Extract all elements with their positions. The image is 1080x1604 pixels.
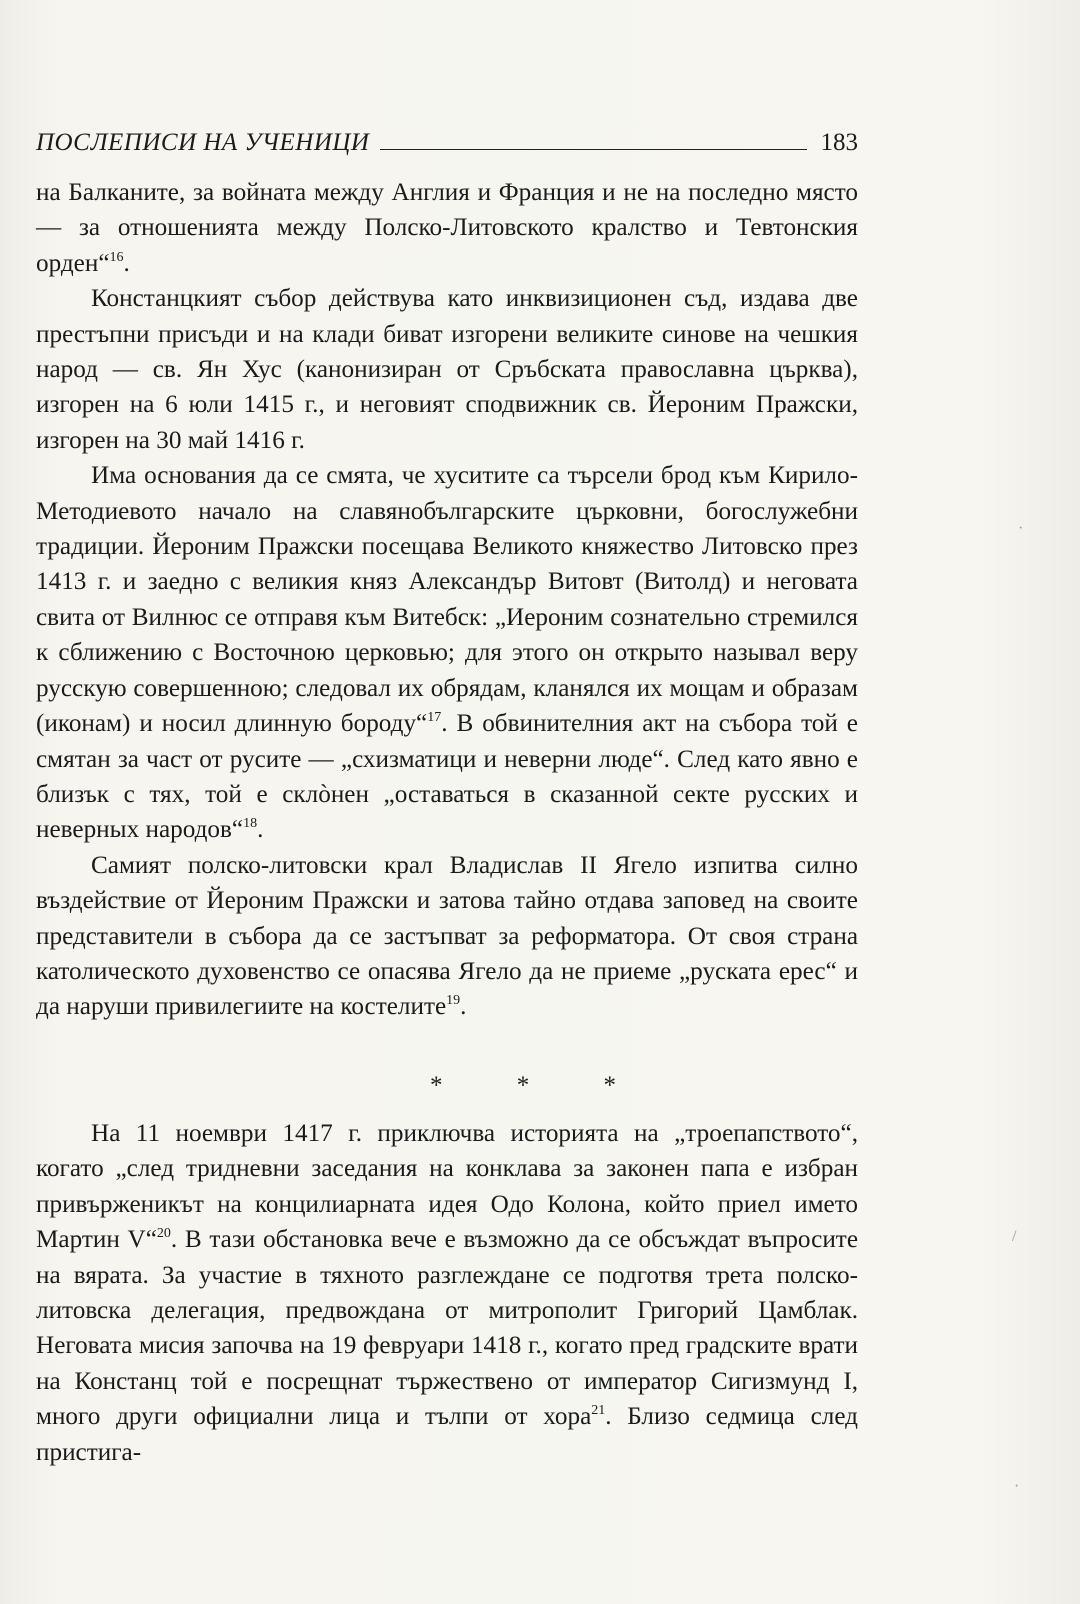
- section-separator: * * *: [430, 1072, 650, 1099]
- scan-speck: ·: [1014, 1478, 1020, 1495]
- text-run: Констанцкият събор действува като инквизиционен съд, издава две престъпни присъди и на клади биват изгорени великите синове на чешкия народ — св. Ян Хус (канонизиран от Сръбската православна църква), изгорен на 6 юли 1415 г., и неговият сподвижник св. Йероним Пражски, изгорен на 30 май 1416 г.: [36, 285, 858, 454]
- footnote-ref-20: 20: [156, 1226, 171, 1242]
- footnote-ref-17: 17: [427, 710, 442, 726]
- body-text: [36, 175, 858, 1025]
- running-title: ПОСЛЕПИСИ НА УЧЕНИЦИ: [36, 129, 370, 156]
- paragraph-1: [36, 175, 858, 281]
- text-run: .: [123, 249, 130, 277]
- scan-speck: /: [1012, 1228, 1017, 1245]
- text-run: . Близо седмица след пристига-: [36, 1403, 858, 1466]
- paragraph-5: [36, 1116, 858, 1470]
- paragraph-2: [36, 281, 858, 458]
- footnote-ref-19: 19: [446, 993, 461, 1009]
- paragraph-3: [36, 458, 858, 847]
- footnote-ref-21: 21: [591, 1403, 606, 1419]
- footnote-ref-16: 16: [109, 249, 124, 265]
- page-number: 183: [820, 129, 858, 156]
- text-run: . В обвинителния акт на събора той е смятан за част от русите — „схизматици и неверни люде“. След като явно е близък с тях, той е склòнен „оставаться в сказанной секте русских и неверных народов“: [36, 710, 858, 844]
- text-run: Самият полско-литовски крал Владислав II Ягело изпитва силно въздействие от Йероним Пражски и затова тайно отдава заповед на своите представители в събора да се застъпват за реформатора. От своя страна католическото духовенство се опасява Ягело да не приеме „руската ерес“ и да наруши привилегиите на костелите: [36, 851, 858, 1021]
- text-run: .: [460, 993, 467, 1021]
- scan-speck: ·: [1018, 520, 1024, 537]
- footnote-ref-18: 18: [243, 816, 258, 832]
- body-text-section-2: [36, 1116, 858, 1470]
- text-run: . В тази обстановка вече е възможно да се обсъждат въпросите на вярата. За участие в тяхното разглеждане се подготвя трета полско-литовска делегация, предвождана от митрополит Григорий Цамблак. Неговата мисия започва на 19 февруари 1418 г., когато пред градските врати на Констанц той е посрещнат тържествено от император Сигизмунд I, много други официални лица и тълпи от хора: [36, 1226, 858, 1431]
- text-run: Има основания да се смята, че хуситите са търсели брод към Кирило-Методиевото начало на славянобългарските църковни, богослужебни традиции. Йероним Пражски посещава Великото княжество Литовско през 1413 г. и заедно с великия княз Александър Витовт (Витолд) и неговата свита от Вилнюс се отправя към Витебск: „Иероним сознательно стремился к сближению с Восточною церковью; для этого он открыто называл веру русскую совершенною; следовал их обрядам, кланялся их мощам и образам (иконам) и носил длинную бороду“: [36, 462, 858, 738]
- paragraph-4: [36, 848, 858, 1025]
- text-run: .: [257, 816, 264, 844]
- text-run: на Балканите, за войната между Англия и Франция и не на последно място — за отношенията между Полско-Литовското кралство и Тевтонския орден“: [36, 179, 858, 277]
- header-rule: [380, 149, 807, 150]
- text-run: На 11 ноември 1417 г. приключва историята на „троепапството“, когато „след тридневни заседания на конклава за законен папа е избран привърженикът на концилиарната идея Одо Колона, който приел името Мартин V“: [36, 1120, 858, 1254]
- running-header: [36, 117, 858, 157]
